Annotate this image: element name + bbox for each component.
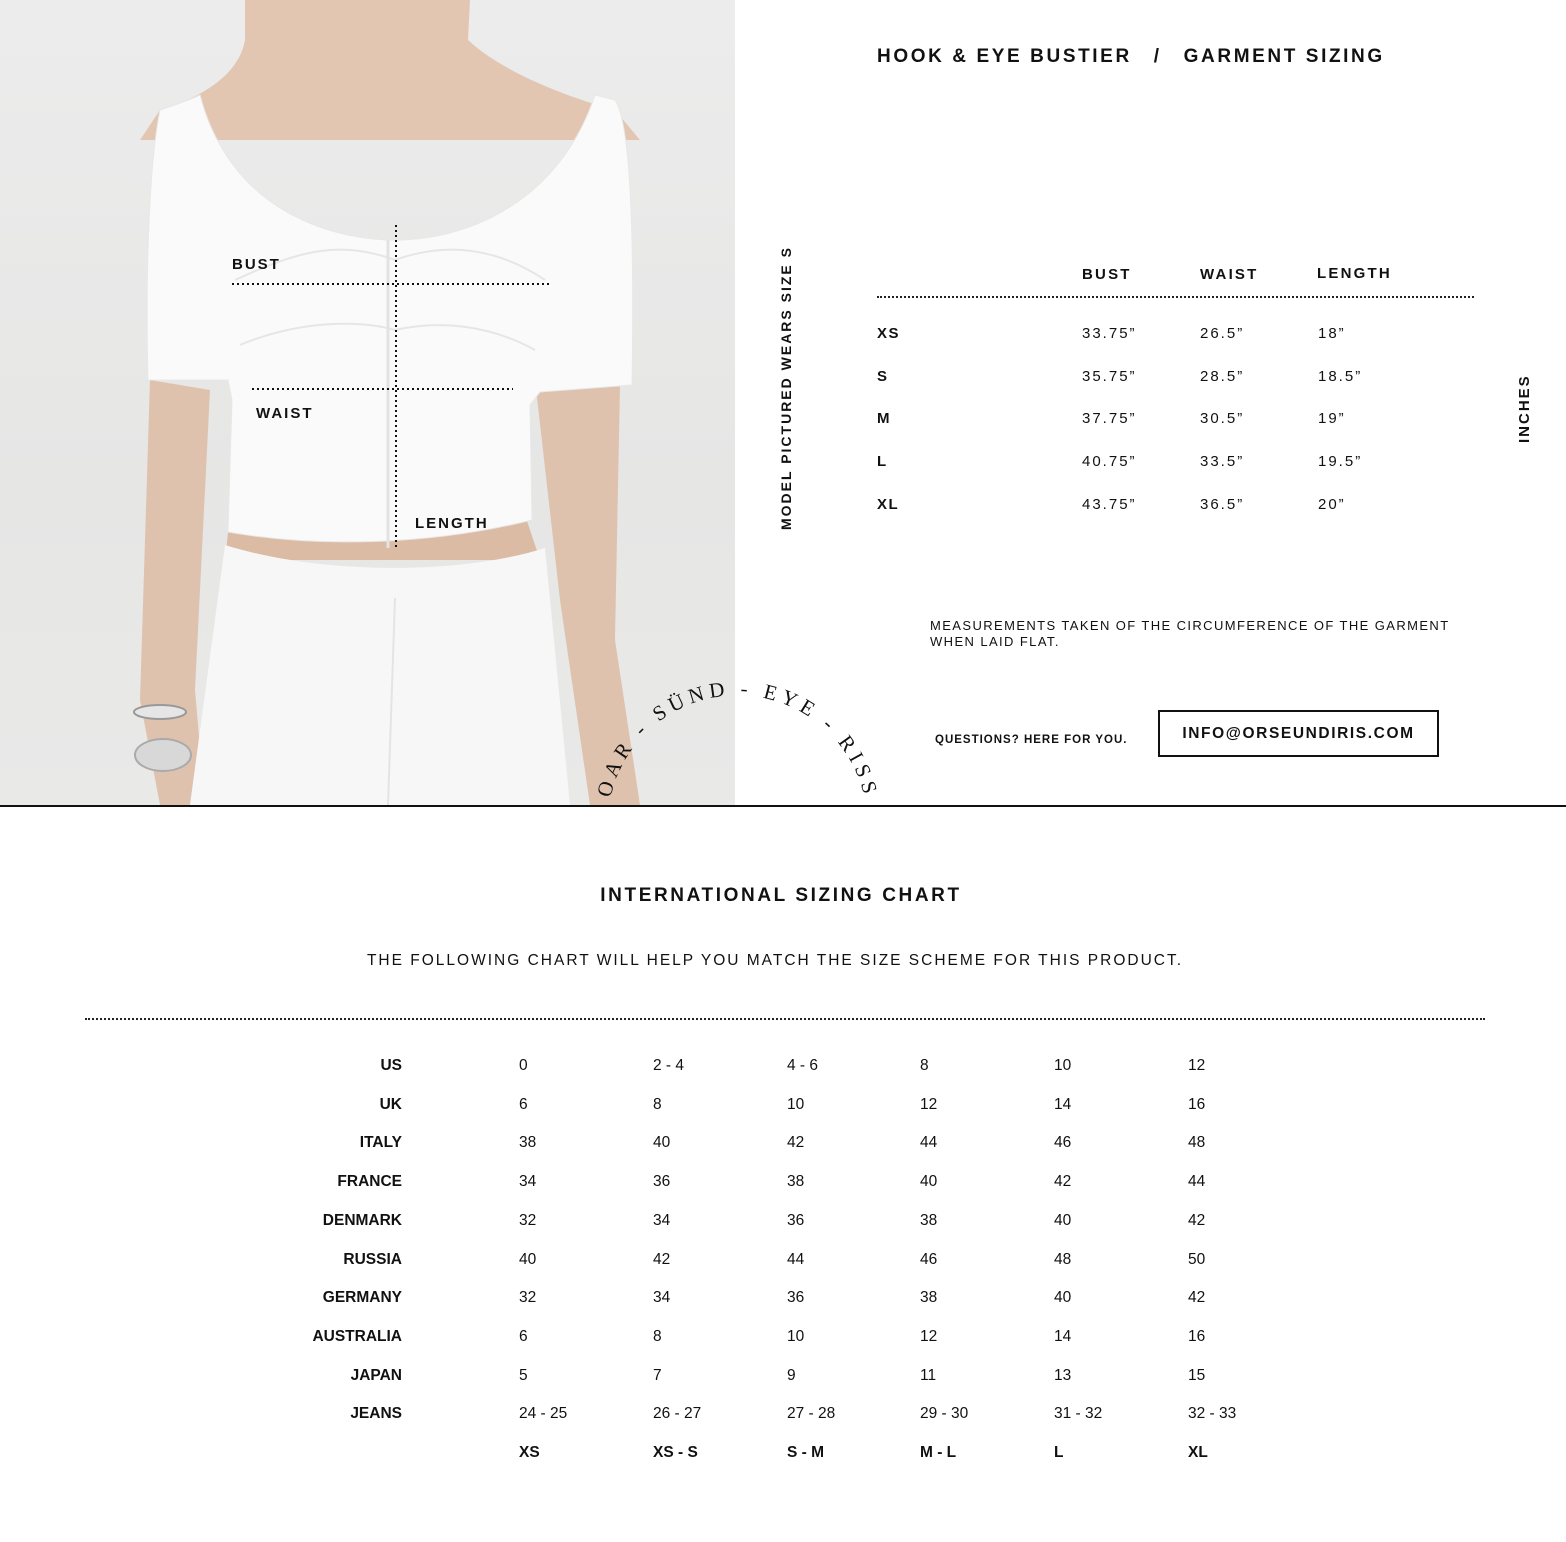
size-cell: 8 bbox=[653, 1328, 662, 1345]
length-value: 18” bbox=[1318, 325, 1346, 342]
waist-value: 33.5” bbox=[1200, 453, 1245, 470]
size-cell: 42 bbox=[653, 1251, 671, 1268]
bust-value: 37.75” bbox=[1082, 410, 1137, 427]
size-cell: 6 bbox=[519, 1328, 528, 1345]
size-cell: 27 - 28 bbox=[787, 1405, 836, 1422]
size-cell: 0 bbox=[519, 1057, 528, 1074]
waist-label: WAIST bbox=[256, 405, 314, 422]
size-letter: L bbox=[1054, 1444, 1064, 1461]
country-label: JEANS bbox=[350, 1405, 402, 1422]
product-name: HOOK & EYE BUSTIER bbox=[877, 46, 1132, 67]
country-label: FRANCE bbox=[337, 1173, 402, 1190]
bust-value: 33.75” bbox=[1082, 325, 1137, 342]
title-separator: / bbox=[1153, 46, 1162, 67]
size-cell: 40 bbox=[920, 1173, 938, 1190]
size-cell: 15 bbox=[1188, 1367, 1206, 1384]
length-value: 19” bbox=[1318, 410, 1346, 427]
size-letter: S - M bbox=[787, 1444, 825, 1461]
country-label: RUSSIA bbox=[343, 1251, 402, 1268]
size-cell: 14 bbox=[1054, 1096, 1072, 1113]
size-cell: 12 bbox=[920, 1328, 938, 1345]
size-cell: 38 bbox=[920, 1289, 938, 1306]
size-cell: 12 bbox=[920, 1096, 938, 1113]
size-cell: 9 bbox=[787, 1367, 796, 1384]
size-cell: 40 bbox=[519, 1251, 537, 1268]
country-label: AUSTRALIA bbox=[312, 1328, 402, 1345]
size-cell: 29 - 30 bbox=[920, 1405, 969, 1422]
dotted-divider bbox=[877, 296, 1474, 298]
units-label: INCHES bbox=[1516, 374, 1533, 443]
size-cell: 50 bbox=[1188, 1251, 1206, 1268]
size-letter: XS bbox=[519, 1444, 540, 1461]
size-cell: 31 - 32 bbox=[1054, 1405, 1103, 1422]
country-label: GERMANY bbox=[322, 1289, 402, 1306]
size-cell: 34 bbox=[653, 1289, 671, 1306]
size-cell: 2 - 4 bbox=[653, 1057, 685, 1074]
section-divider bbox=[0, 805, 1566, 807]
email-button[interactable]: INFO@ORSEUNDIRIS.COM bbox=[1158, 710, 1439, 757]
section-name: GARMENT SIZING bbox=[1183, 46, 1385, 67]
size-cell: 40 bbox=[1054, 1212, 1072, 1229]
bust-value: 40.75” bbox=[1082, 453, 1137, 470]
length-label: LENGTH bbox=[415, 515, 489, 532]
column-header-length: LENGTH bbox=[1317, 265, 1392, 282]
size-cell: 32 - 33 bbox=[1188, 1405, 1237, 1422]
size-cell: 44 bbox=[920, 1134, 938, 1151]
length-value: 20” bbox=[1318, 496, 1346, 513]
size-cell: 42 bbox=[787, 1134, 805, 1151]
size-cell: 8 bbox=[920, 1057, 929, 1074]
size-cell: 38 bbox=[920, 1212, 938, 1229]
size-label: M bbox=[877, 410, 891, 427]
size-cell: 16 bbox=[1188, 1096, 1206, 1113]
size-cell: 46 bbox=[920, 1251, 938, 1268]
size-cell: 36 bbox=[787, 1212, 805, 1229]
size-cell: 44 bbox=[1188, 1173, 1206, 1190]
model-size-note: MODEL PICTURED WEARS SIZE S bbox=[778, 246, 794, 530]
size-cell: 32 bbox=[519, 1289, 537, 1306]
size-cell: 32 bbox=[519, 1212, 537, 1229]
size-cell: 26 - 27 bbox=[653, 1405, 702, 1422]
bust-value: 35.75” bbox=[1082, 368, 1137, 385]
brand-pronunciation-arc bbox=[590, 650, 890, 810]
size-cell: 5 bbox=[519, 1367, 528, 1384]
size-cell: 7 bbox=[653, 1367, 662, 1384]
waist-value: 28.5” bbox=[1200, 368, 1245, 385]
dotted-divider bbox=[85, 1018, 1485, 1020]
waist-value: 26.5” bbox=[1200, 325, 1245, 342]
size-cell: 38 bbox=[519, 1134, 537, 1151]
size-cell: 16 bbox=[1188, 1328, 1206, 1345]
size-cell: 42 bbox=[1188, 1212, 1206, 1229]
intl-chart-subtitle: THE FOLLOWING CHART WILL HELP YOU MATCH THE SIZE SCHEME FOR THIS PRODUCT. bbox=[366, 952, 1184, 969]
length-value: 18.5” bbox=[1318, 368, 1363, 385]
bust-value: 43.75” bbox=[1082, 496, 1137, 513]
size-cell: 34 bbox=[519, 1173, 537, 1190]
size-cell: 36 bbox=[787, 1289, 805, 1306]
size-cell: 46 bbox=[1054, 1134, 1072, 1151]
country-label: UK bbox=[379, 1096, 402, 1113]
country-label: ITALY bbox=[359, 1134, 402, 1151]
size-cell: 40 bbox=[1054, 1289, 1072, 1306]
country-label: DENMARK bbox=[322, 1212, 402, 1229]
size-label: S bbox=[877, 368, 889, 385]
size-cell: 6 bbox=[519, 1096, 528, 1113]
length-value: 19.5” bbox=[1318, 453, 1363, 470]
size-letter: XS - S bbox=[653, 1444, 698, 1461]
size-letter: M - L bbox=[920, 1444, 957, 1461]
size-letter: XL bbox=[1188, 1444, 1208, 1461]
page-title bbox=[877, 46, 1385, 68]
waist-value: 30.5” bbox=[1200, 410, 1245, 427]
size-cell: 48 bbox=[1054, 1251, 1072, 1268]
size-cell: 42 bbox=[1188, 1289, 1206, 1306]
size-label: XL bbox=[877, 496, 900, 513]
size-cell: 8 bbox=[653, 1096, 662, 1113]
size-cell: 10 bbox=[787, 1096, 805, 1113]
size-cell: 12 bbox=[1188, 1057, 1206, 1074]
country-label: JAPAN bbox=[350, 1367, 402, 1384]
size-cell: 36 bbox=[653, 1173, 671, 1190]
pronunciation-text: OAR - SÜND - EYE - RISS bbox=[591, 676, 884, 801]
size-cell: 14 bbox=[1054, 1328, 1072, 1345]
size-cell: 10 bbox=[787, 1328, 805, 1345]
size-cell: 40 bbox=[653, 1134, 671, 1151]
size-cell: 38 bbox=[787, 1173, 805, 1190]
size-label: L bbox=[877, 453, 888, 470]
waist-value: 36.5” bbox=[1200, 496, 1245, 513]
size-cell: 48 bbox=[1188, 1134, 1206, 1151]
column-header-waist: WAIST bbox=[1200, 266, 1259, 283]
questions-text: QUESTIONS? HERE FOR YOU. bbox=[935, 734, 1128, 746]
bust-label: BUST bbox=[232, 256, 281, 273]
column-header-bust: BUST bbox=[1082, 266, 1132, 283]
intl-chart-title: INTERNATIONAL SIZING CHART bbox=[600, 885, 962, 906]
size-cell: 34 bbox=[653, 1212, 671, 1229]
measurement-note: MEASUREMENTS TAKEN OF THE CIRCUMFERENCE OF THE GARMENT WHEN LAID FLAT. bbox=[930, 618, 1450, 649]
size-cell: 10 bbox=[1054, 1057, 1072, 1074]
size-label: XS bbox=[877, 325, 901, 342]
country-label: US bbox=[380, 1057, 402, 1074]
size-cell: 4 - 6 bbox=[787, 1057, 819, 1074]
size-cell: 42 bbox=[1054, 1173, 1072, 1190]
size-cell: 44 bbox=[787, 1251, 805, 1268]
size-cell: 11 bbox=[920, 1367, 937, 1384]
size-cell: 24 - 25 bbox=[519, 1405, 568, 1422]
svg-text:OAR - SÜND - EYE - RISS bbox=[592, 676, 884, 800]
size-cell: 13 bbox=[1054, 1367, 1072, 1384]
